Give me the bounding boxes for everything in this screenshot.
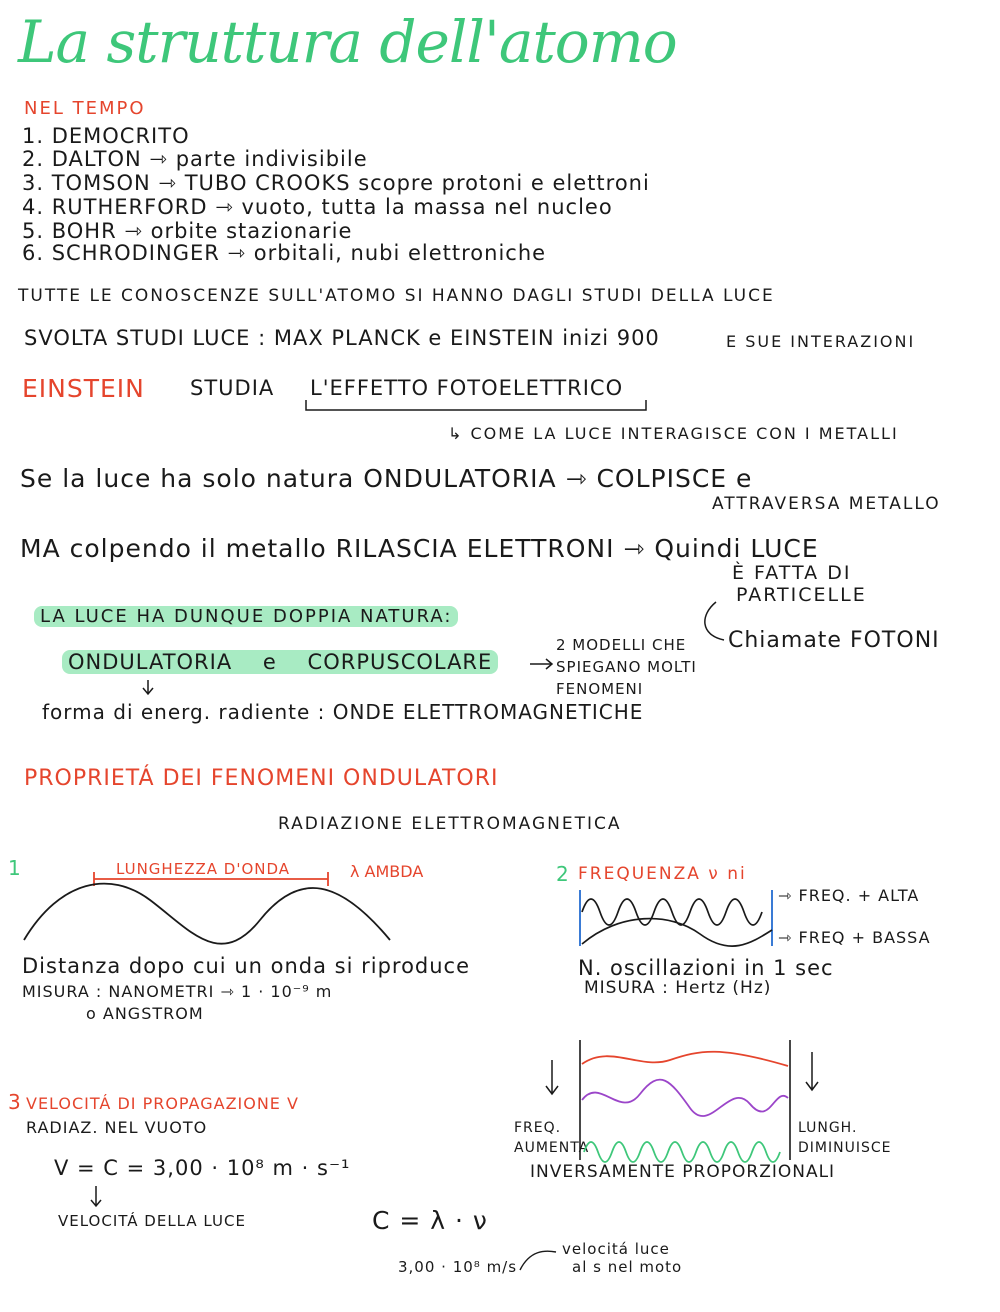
velocity-label: VELOCITÁ DI PROPAGAZIONE V bbox=[26, 1094, 299, 1113]
velocity-formula: V = C = 3,00 · 10⁸ m · s⁻¹ bbox=[54, 1156, 351, 1180]
page-title: La struttura dell'atomo bbox=[18, 8, 677, 76]
lambda-label: λ AMBDA bbox=[350, 862, 424, 881]
fotoni-arrow bbox=[705, 602, 724, 640]
freq-high-label: ⇾ FREQ. + ALTA bbox=[778, 886, 920, 905]
freq-low-wave bbox=[582, 919, 772, 947]
effect-underline bbox=[306, 400, 646, 410]
light-line-1: TUTTE LE CONOSCENZE SULL'ATOMO SI HANNO DAGLI STUDI DELLA LUCE bbox=[18, 286, 775, 306]
wavelength-measure: MISURA : NANOMETRI ⇾ 1 · 10⁻⁹ m bbox=[22, 982, 333, 1001]
frequency-label: FREQUENZA ν ni bbox=[578, 864, 747, 884]
light-line-2-right: E SUE INTERAZIONI bbox=[726, 332, 916, 351]
timeline-item: 3. TOMSON ⇾ TUBO CROOKS scopre protoni e elettroni bbox=[22, 171, 650, 195]
ondulatoria-down-arrow bbox=[143, 680, 153, 694]
models-line: 2 MODELLI CHE bbox=[556, 636, 687, 654]
radiant-energy-line: forma di energ. radiente : ONDE ELETTROMAGNETICHE bbox=[42, 700, 644, 724]
wavelength-wave bbox=[24, 884, 390, 944]
models-line: SPIEGANO MOLTI bbox=[556, 658, 697, 676]
c-formula: C = λ · ν bbox=[372, 1206, 488, 1235]
ma-line: MA colpendo il metallo RILASCIA ELETTRONI ⇾ Quindi LUCE bbox=[20, 534, 819, 563]
inverse-purple-wave bbox=[582, 1080, 788, 1116]
wave-nature-line-2: ATTRAVERSA METALLO bbox=[712, 494, 941, 514]
c-value: 3,00 · 10⁸ m/s bbox=[398, 1258, 518, 1276]
photoelectric-effect: L'EFFETTO FOTOELETTRICO bbox=[310, 376, 624, 400]
inverse-green-wave bbox=[584, 1142, 780, 1162]
and-label: e bbox=[262, 650, 277, 674]
ondulatoria-label: ONDULATORIA bbox=[68, 650, 233, 674]
length-decreases: DIMINUISCE bbox=[798, 1140, 892, 1156]
frequency-number: 2 bbox=[556, 862, 569, 886]
c-value-arrow bbox=[520, 1251, 556, 1270]
ma-line-2: È FATTA DI bbox=[732, 562, 852, 584]
length-down-arrow bbox=[806, 1052, 818, 1090]
properties-heading: PROPRIETÁ DEI FENOMENI ONDULATORI bbox=[24, 766, 499, 791]
frequency-description: N. oscillazioni in 1 sec bbox=[578, 956, 834, 980]
freq-increases: FREQ. bbox=[514, 1120, 562, 1136]
fotoni-label: Chiamate FOTONI bbox=[728, 628, 940, 653]
how-light-interacts: ↳ COME LA LUCE INTERAGISCE CON I METALLI bbox=[448, 424, 899, 443]
wavelength-description: Distanza dopo cui un onda si riproduce bbox=[22, 954, 471, 978]
ma-line-3: PARTICELLE bbox=[736, 584, 867, 606]
wavelength-bracket bbox=[94, 872, 328, 886]
freq-low-label: ⇾ FREQ + BASSA bbox=[778, 928, 931, 947]
freq-down-arrow bbox=[546, 1060, 558, 1094]
timeline-item: 1. DEMOCRITO bbox=[22, 124, 190, 148]
wavelength-measure-2: o ANGSTROM bbox=[86, 1004, 204, 1023]
timeline-item: 6. SCHRODINGER ⇾ orbitali, nubi elettroniche bbox=[22, 241, 547, 265]
corpuscolare-label: CORPUSCOLARE bbox=[307, 650, 493, 674]
velocity-number: 3 bbox=[8, 1090, 21, 1114]
frequency-measure: MISURA : Hertz (Hz) bbox=[584, 978, 772, 998]
wavelength-number: 1 bbox=[8, 856, 21, 880]
wave-nature-line: Se la luce ha solo natura ONDULATORIA ⇾ COLPISCE e bbox=[20, 464, 753, 493]
velocity-description: VELOCITÁ DELLA LUCE bbox=[58, 1212, 246, 1230]
timeline-heading: NEL TEMPO bbox=[24, 98, 146, 119]
timeline-item: 2. DALTON ⇾ parte indivisibile bbox=[22, 147, 368, 171]
freq-increases: AUMENTA bbox=[514, 1140, 590, 1156]
timeline-item: 5. BOHR ⇾ orbite stazionarie bbox=[22, 219, 353, 243]
em-radiation-label: RADIAZIONE ELETTROMAGNETICA bbox=[278, 814, 622, 834]
wavelength-label: LUNGHEZZA D'ONDA bbox=[116, 860, 291, 878]
velocity-sub: RADIAZ. NEL VUOTO bbox=[26, 1118, 208, 1137]
inverse-proportional: INVERSAMENTE PROPORZIONALI bbox=[530, 1162, 836, 1182]
dual-nature-highlight: LA LUCE HA DUNQUE DOPPIA NATURA: bbox=[34, 606, 458, 627]
velocity-down-arrow bbox=[91, 1186, 101, 1206]
c-note: al s nel moto bbox=[572, 1258, 683, 1276]
studia-label: STUDIA bbox=[190, 376, 275, 400]
models-arrow bbox=[530, 659, 552, 669]
models-line: FENOMENI bbox=[556, 680, 644, 698]
c-note: velocitá luce bbox=[562, 1240, 670, 1258]
einstein-label: EINSTEIN bbox=[22, 374, 145, 403]
timeline-item: 4. RUTHERFORD ⇾ vuoto, tutta la massa nel nucleo bbox=[22, 195, 613, 219]
inverse-red-wave bbox=[582, 1052, 788, 1066]
light-line-2: SVOLTA STUDI LUCE : MAX PLANCK e EINSTEIN inizi 900 bbox=[24, 326, 660, 350]
length-decreases: LUNGH. bbox=[798, 1120, 858, 1136]
